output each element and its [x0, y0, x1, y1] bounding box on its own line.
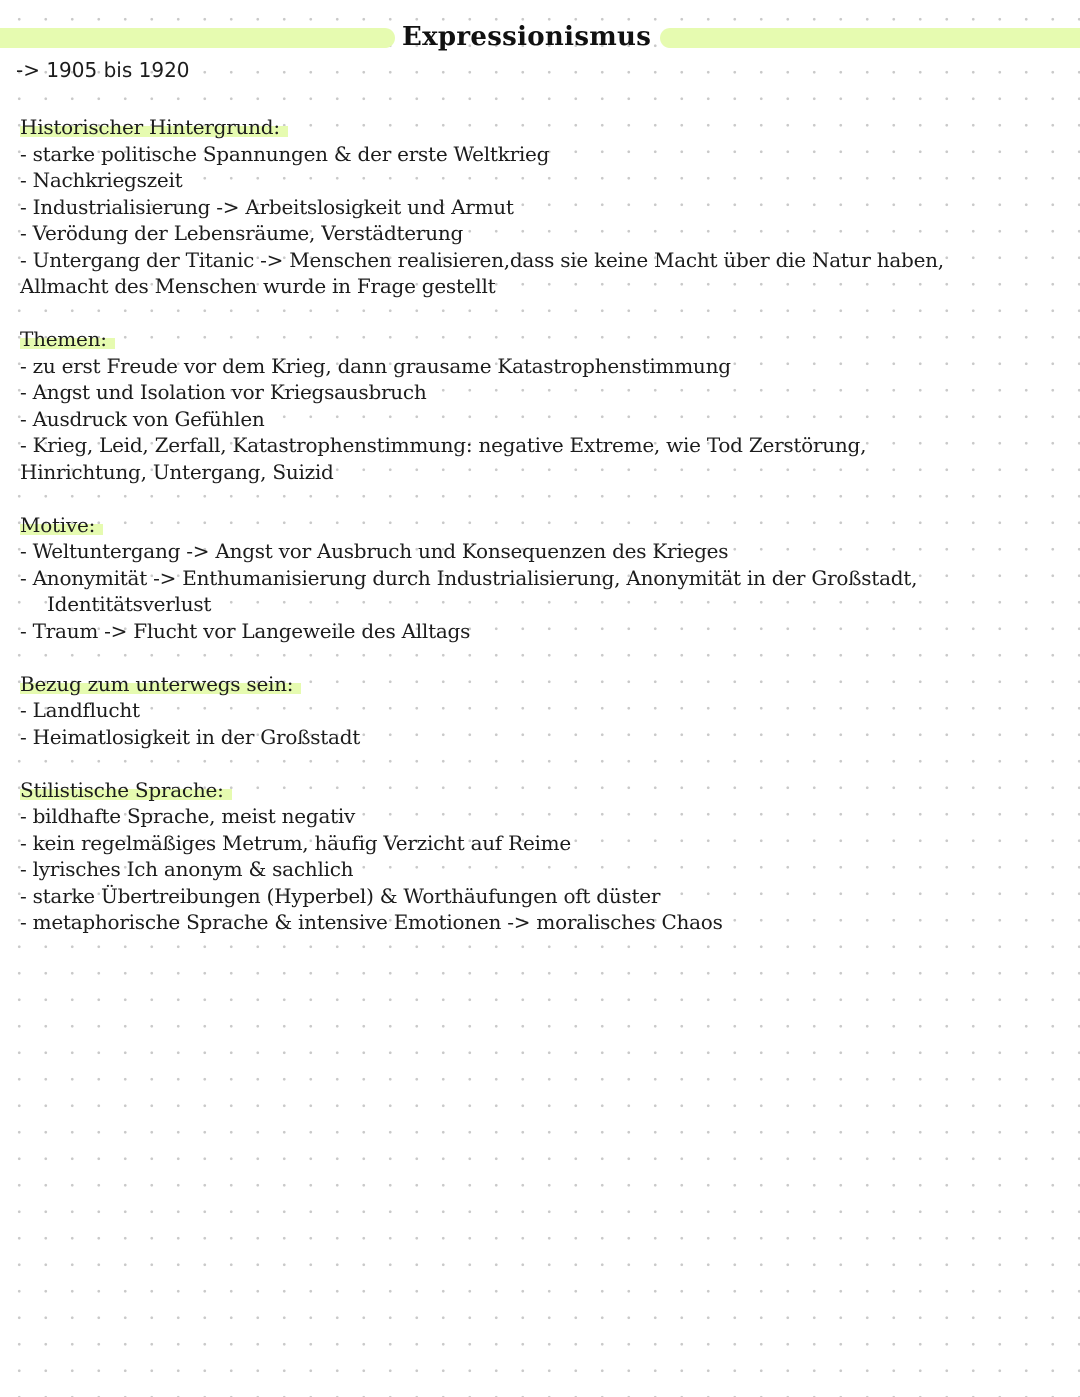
- list-item: - kein regelmäßiges Metrum, häufig Verzicht auf Reime: [20, 830, 571, 855]
- list-item: - Verödung der Lebensräume, Verstädterung: [20, 221, 464, 245]
- heading-text: Themen:: [20, 327, 115, 351]
- section-travel-relation: [20, 671, 1060, 751]
- section-heading: [20, 114, 1060, 141]
- list-item: - Untergang der Titanic -> Menschen realisieren,dass sie keine Macht über die Natur haben,: [20, 247, 944, 272]
- list-item: - Angst und Isolation vor Kriegsausbruch: [20, 380, 427, 404]
- bullet-list: [20, 618, 1060, 645]
- section-themes: [20, 326, 1060, 485]
- list-item: - Industrialisierung -> Arbeitslosigkeit und Armut: [20, 194, 514, 219]
- section-historical-background: [20, 114, 1060, 300]
- list-item: - bildhafte Sprache, meist negativ: [20, 804, 356, 828]
- list-item: - Nachkriegszeit: [20, 168, 183, 192]
- list-item: - Weltuntergang -> Angst vor Ausbruch und Konsequenzen des Krieges: [20, 539, 729, 563]
- bullet-list: [20, 353, 1060, 459]
- list-item-indented-continuation: Identitätsverlust: [47, 592, 212, 616]
- page-title: Expressionismus: [402, 22, 652, 52]
- list-item: - starke politische Spannungen & der erste Weltkrieg: [20, 141, 550, 166]
- section-heading: [20, 326, 1060, 353]
- bullet-list: [20, 141, 1060, 274]
- list-item: - metaphorische Sprache & intensive Emotionen -> moralisches Chaos: [20, 910, 723, 934]
- section-motifs: [20, 512, 1060, 645]
- title-highlight-right: [660, 28, 1080, 48]
- list-item: - starke Übertreibungen (Hyperbel) & Worthäufungen oft düster: [20, 883, 661, 908]
- section-heading: [20, 777, 1060, 804]
- list-item-continuation: Allmacht des Menschen wurde in Frage gestellt: [20, 274, 496, 298]
- section-stylistic-language: [20, 777, 1060, 936]
- bullet-list: [20, 803, 1060, 936]
- date-range: -> 1905 bis 1920: [16, 58, 190, 82]
- list-item: - Traum -> Flucht vor Langeweile des Alltags: [20, 618, 471, 643]
- list-item: - Ausdruck von Gefühlen: [20, 406, 265, 431]
- bullet-list: [20, 538, 1060, 591]
- heading-text: Bezug zum unterwegs sein:: [20, 672, 301, 696]
- section-heading: [20, 671, 1060, 698]
- list-item-continuation: Hinrichtung, Untergang, Suizid: [20, 459, 334, 484]
- heading-text: Stilistische Sprache:: [20, 778, 232, 802]
- list-item: - Heimatlosigkeit in der Großstadt: [20, 724, 361, 749]
- list-item: - zu erst Freude vor dem Krieg, dann grausame Katastrophenstimmung: [20, 353, 731, 378]
- list-item: - Anonymität -> Enthumanisierung durch Industrialisierung, Anonymität in der Großstadt,: [20, 565, 918, 590]
- heading-text: Motive:: [20, 513, 103, 537]
- list-item: - lyrisches Ich anonym & sachlich: [20, 857, 354, 881]
- heading-text: Historischer Hintergrund:: [20, 115, 288, 139]
- list-item: - Krieg, Leid, Zerfall, Katastrophenstimmung: negative Extreme, wie Tod Zerstörung,: [20, 433, 867, 457]
- section-heading: [20, 512, 1060, 539]
- list-item: - Landflucht: [20, 698, 140, 722]
- bullet-list: [20, 697, 1060, 750]
- notes-content: [20, 114, 1060, 962]
- title-highlight-left: [0, 28, 395, 48]
